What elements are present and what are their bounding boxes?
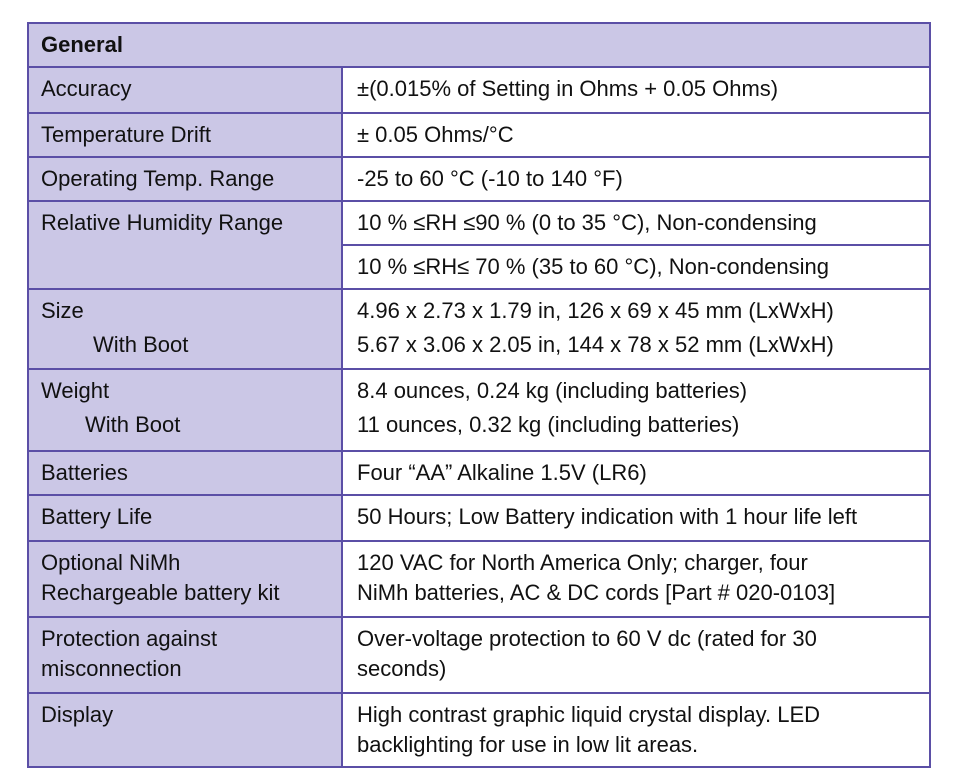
row-label-line: misconnection [41, 656, 182, 681]
value-text: 10 % ≤RH ≤90 % (0 to 35 °C), Non-condensing [343, 202, 929, 246]
value-text: seconds) [357, 656, 447, 681]
value-text: ±(0.015% of Setting in Ohms + 0.05 Ohms) [357, 76, 779, 101]
row-value [343, 68, 929, 112]
row-label: Display [29, 694, 343, 766]
value-text: 8.4 ounces, 0.24 kg (including batteries) [357, 378, 748, 403]
row-label: Operating Temp. Range [29, 158, 343, 200]
row-value [343, 452, 929, 494]
value-text: -25 to 60 °C (-10 to 140 °F) [357, 166, 623, 191]
row-label: Batteries [29, 452, 343, 494]
table-row [29, 158, 929, 202]
table-row [29, 694, 929, 766]
table-row [29, 370, 929, 452]
section-title: General [41, 32, 123, 57]
row-label [29, 370, 343, 450]
value-text: Over-voltage protection to 60 V dc (rated for 30 [357, 626, 817, 651]
row-value [343, 694, 929, 766]
row-label-main: Size [41, 298, 84, 323]
table-row [29, 618, 929, 694]
value-text: 4.96 x 2.73 x 1.79 in, 126 x 69 x 45 mm (LxWxH) [357, 298, 834, 323]
row-label: Relative Humidity Range [29, 202, 343, 288]
row-label: Battery Life [29, 496, 343, 540]
row-label [29, 618, 343, 692]
row-label-sub: With Boot [93, 332, 189, 357]
table-row [29, 452, 929, 496]
value-text: Four “AA” Alkaline 1.5V (LR6) [357, 460, 647, 485]
row-label-main: Weight [41, 378, 110, 403]
value-text: backlighting for use in low lit areas. [357, 732, 699, 757]
value-block [343, 618, 929, 684]
section-header [29, 24, 929, 68]
value-text: 120 VAC for North America Only; charger, four [357, 550, 808, 575]
row-label [29, 290, 343, 368]
row-label-sub: With Boot [85, 412, 181, 437]
row-label-line: Optional NiMh [41, 550, 181, 575]
row-value [343, 114, 929, 156]
table-row [29, 290, 929, 370]
value-text: NiMh batteries, AC & DC cords [Part # 020-0103] [357, 580, 836, 605]
value-text: 50 Hours; Low Battery indication with 1 hour life left [357, 504, 858, 529]
table-row [29, 114, 929, 158]
row-value [343, 618, 929, 692]
value-block [343, 542, 929, 608]
row-value [343, 370, 929, 450]
row-value [343, 496, 929, 540]
row-value [343, 202, 929, 288]
table-row [29, 202, 929, 290]
table-row [29, 542, 929, 618]
value-text: 10 % ≤RH≤ 70 % (35 to 60 °C), Non-condensing [357, 254, 829, 279]
row-value [343, 290, 929, 368]
row-label [29, 542, 343, 616]
row-label: Accuracy [29, 68, 343, 112]
row-value [343, 158, 929, 200]
row-label-line: Rechargeable battery kit [41, 580, 280, 605]
row-value [343, 542, 929, 616]
table-row [29, 68, 929, 114]
value-block [343, 694, 929, 760]
value-text: 5.67 x 3.06 x 2.05 in, 144 x 78 x 52 mm (LxWxH) [357, 332, 834, 357]
row-label: Temperature Drift [29, 114, 343, 156]
value-text: High contrast graphic liquid crystal display. LED [357, 702, 821, 727]
value-block [343, 290, 929, 360]
row-label-line: Protection against [41, 626, 218, 651]
value-block [343, 370, 929, 440]
value-text: 11 ounces, 0.32 kg (including batteries) [357, 412, 740, 437]
table-row [29, 496, 929, 542]
value-text: ± 0.05 Ohms/°C [357, 122, 514, 147]
spec-table [27, 22, 931, 768]
